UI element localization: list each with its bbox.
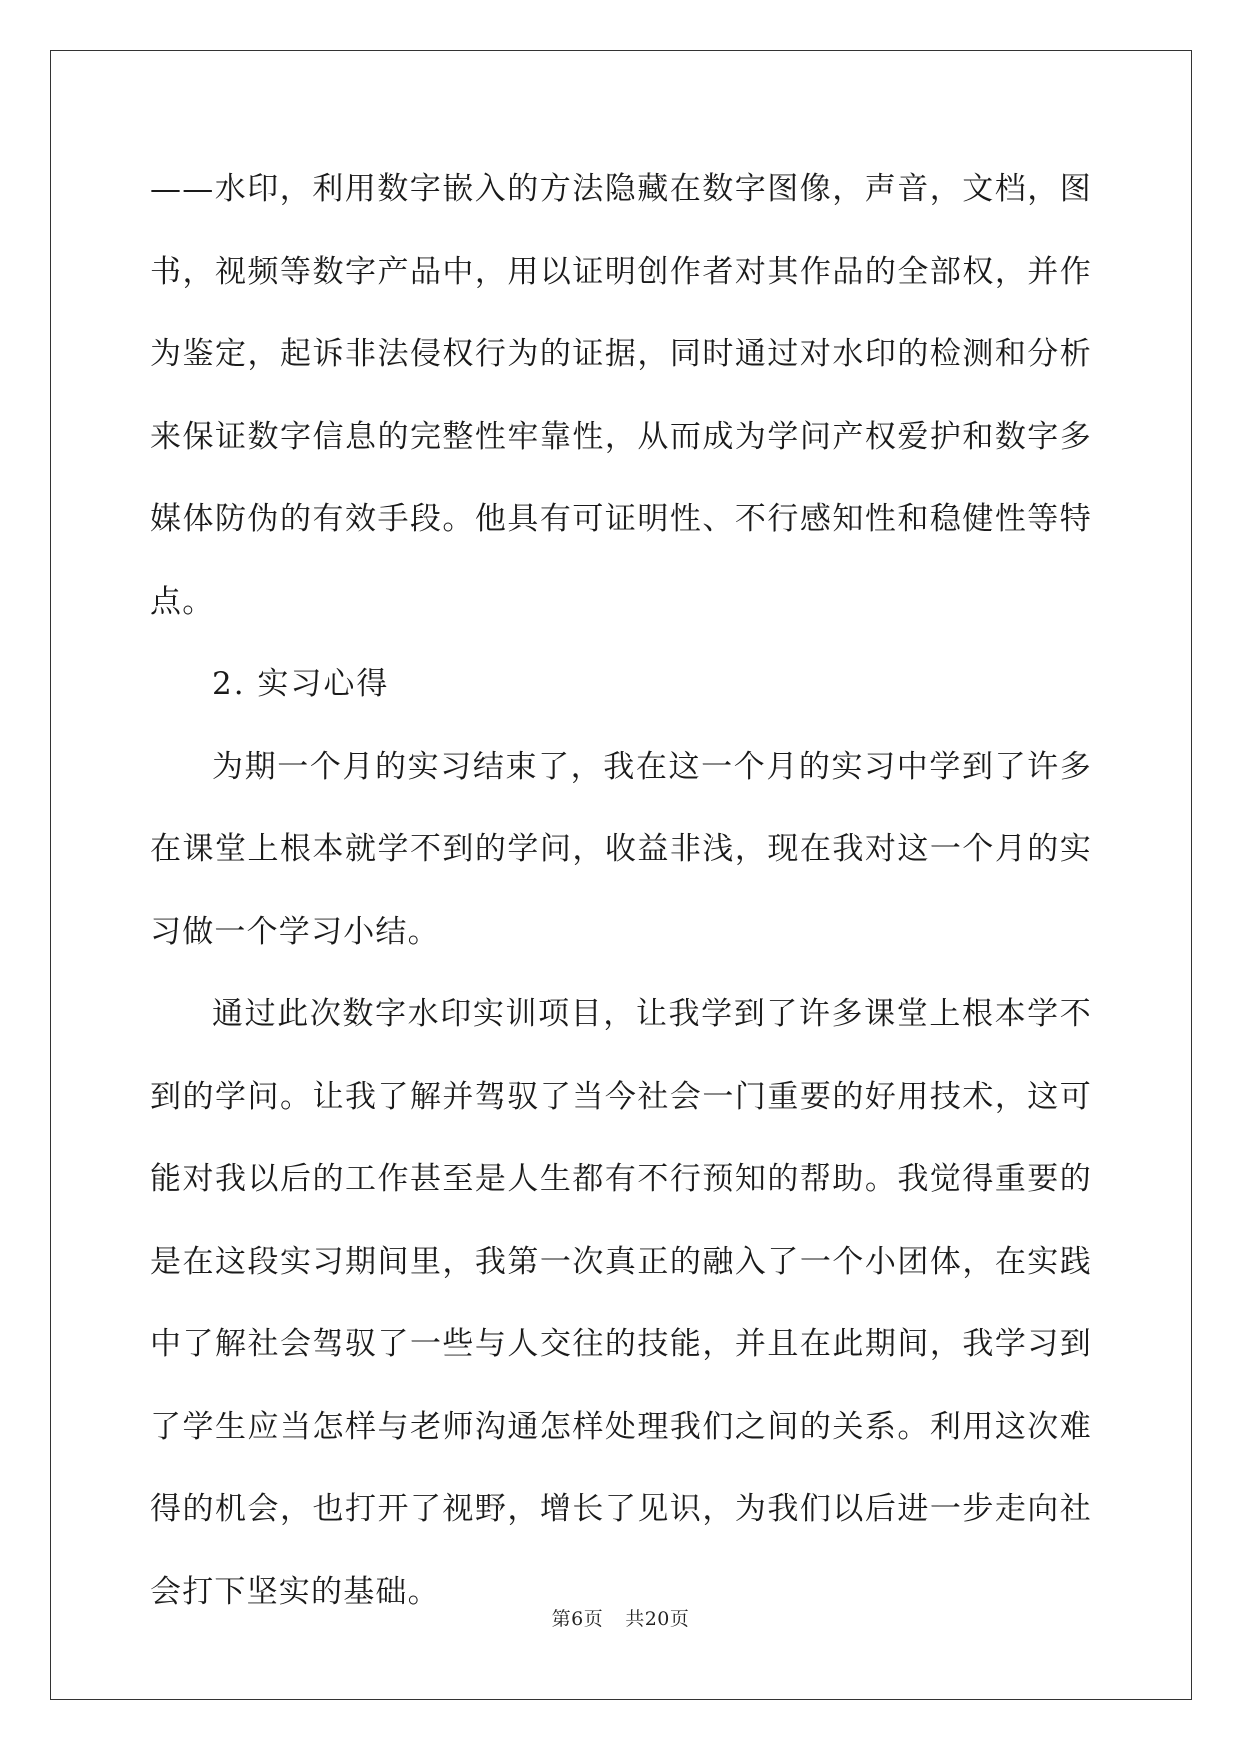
paragraph-project-reflection: 通过此次数字水印实训项目，让我学到了许多课堂上根本学不到的学问。让我了解并驾驭了当今社会一门重要的好用技术，这可能对我以后的工作甚至是人生都有不行预知的帮助。我觉得重要的是在这段实习期间里，我第一次真正的融入了一个小团体，在实践中了解社会驾驭了一些与人交往的技能，并且在此期间，我学习到了学生应当怎样与老师沟通怎样处理我们之间的关系。利用这次难得的机会，也打开了视野，增长了见识，为我们以后进一步走向社会打下坚实的基础。 — [150, 996, 1092, 1610]
paragraph-internship-summary: 为期一个月的实习结束了，我在这一个月的实习中学到了许多在课堂上根本就学不到的学问，收益非浅，现在我对这一个月的实习做一个学习小结。 — [150, 748, 1092, 950]
total-page-count: 共20页 — [625, 1608, 690, 1630]
section-heading-internship-reflection: 2. 实习心得 — [212, 666, 390, 702]
current-page-number: 第6页 — [551, 1608, 604, 1630]
page-footer — [0, 1604, 1241, 1631]
paragraph-watermark-definition: ——水印，利用数字嵌入的方法隐藏在数字图像，声音，文档，图书，视频等数字产品中，用以证明创作者对其作品的全部权，并作为鉴定，起诉非法侵权行为的证据，同时通过对水印的检测和分析来保证数字信息的完整性牢靠性，从而成为学问产权爱护和数字多媒体防伪的有效手段。他具有可证明性、不行感知性和稳健性等特点。 — [150, 171, 1092, 620]
document-body — [150, 148, 1092, 1633]
